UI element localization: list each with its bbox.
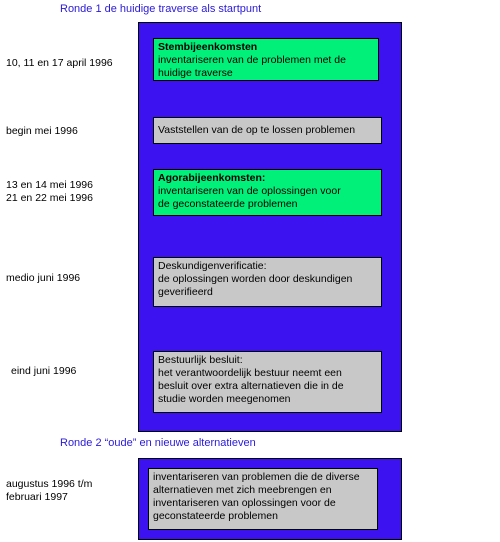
box-bestuurlijk-besluit-body: Bestuurlijk besluit: het verantwoordelijk bestuur neemt een besluit over extra alternatieven die in de studie worden meegenomen (158, 354, 344, 405)
box-bestuurlijk-besluit (153, 351, 382, 413)
box-deskundigenverificatie-body: Deskundigenverificatie: de oplossingen worden door deskundigen geverifieerd (158, 260, 353, 298)
box-agorabijeenkomsten (153, 169, 382, 216)
date-stembijeenkomsten: 10, 11 en 17 april 1996 (6, 57, 113, 69)
date-bestuurlijk-besluit: eind juni 1996 (11, 365, 77, 377)
date-vaststellen: begin mei 1996 (6, 125, 78, 137)
box-agorabijeenkomsten-body: inventariseren van de oplossingen voor de geconstateerde problemen (158, 185, 341, 210)
box-deskundigenverificatie (153, 257, 382, 307)
box-round2-body: inventariseren van problemen die de diverse alternatieven met zich meebrengen en inventariseren van oplossingen voor de geconstateerde problemen (153, 471, 360, 522)
box-vaststellen (153, 117, 382, 144)
box-stembijeenkomsten-body: inventariseren van de problemen met de huidige traverse (158, 54, 346, 79)
date-deskundigenverificatie: medio juni 1996 (6, 272, 81, 284)
box-stembijeenkomsten (153, 38, 379, 81)
box-vaststellen-body: Vaststellen van de op te lossen problemen (158, 124, 356, 136)
box-stembijeenkomsten-title: Stembijeenkomsten (158, 41, 258, 53)
box-agorabijeenkomsten-title: Agorabijeenkomsten: (158, 172, 266, 184)
round1-heading: Ronde 1 de huidige traverse als startpunt (60, 3, 262, 15)
box-round2 (148, 468, 378, 530)
date-agorabijeenkomsten: 13 en 14 mei 1996 21 en 22 mei 1996 (6, 179, 93, 204)
date-round2: augustus 1996 t/m februari 1997 (6, 478, 93, 503)
round2-heading: Ronde 2 “oude” en nieuwe alternatieven (60, 437, 256, 449)
